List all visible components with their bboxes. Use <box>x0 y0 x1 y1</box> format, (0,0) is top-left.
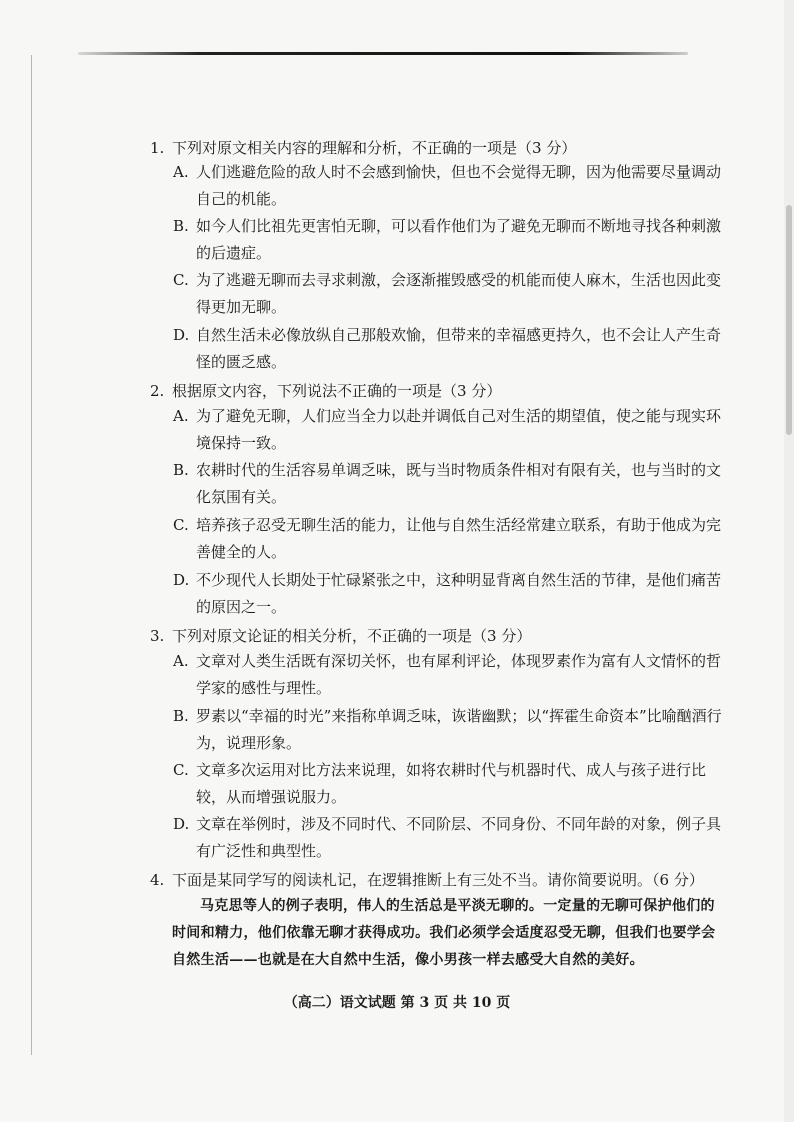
question-2-option-b <box>173 457 723 511</box>
option-text: 自然生活未必像放纵自己那般欢愉，但带来的幸福感更持久，也不会让人产生奇怪的匮乏感。 <box>196 326 722 371</box>
reading-note-passage <box>172 893 722 974</box>
question-3-option-d <box>173 811 723 865</box>
question-number: 3. <box>150 627 165 645</box>
option-letter: D. <box>173 571 190 589</box>
question-text: 根据原文内容，下列说法不正确的一项是（3 分） <box>172 382 502 400</box>
option-text: 文章多次运用对比方法来说理，如将农耕时代与机器时代、成人与孩子进行比较，从而增强说服力。 <box>196 761 707 806</box>
option-letter: D. <box>173 815 190 833</box>
option-letter: C. <box>173 761 189 779</box>
option-letter: A. <box>173 407 189 425</box>
option-text: 培养孩子忍受无聊生活的能力，让他与自然生活经常建立联系，有助于他成为完善健全的人。 <box>196 516 722 561</box>
question-text: 下列对原文相关内容的理解和分析，不正确的一项是（3 分） <box>172 139 577 157</box>
option-text: 人们逃避危险的敌人时不会感到愉快，但也不会觉得无聊，因为他需要尽量调动自己的机能。 <box>196 163 722 208</box>
question-number: 1. <box>150 139 165 157</box>
option-letter: C. <box>173 271 189 289</box>
question-2-stem <box>150 382 710 400</box>
question-2-option-a <box>173 403 723 457</box>
question-3-stem <box>150 627 710 645</box>
option-text: 农耕时代的生活容易单调乏味，既与当时物质条件相对有限有关，也与当时的文化氛围有关。 <box>196 461 722 506</box>
option-letter: D. <box>173 326 190 344</box>
option-letter: B. <box>173 217 189 235</box>
option-text: 为了逃避无聊而去寻求刺激，会逐渐摧毁感受的机能而使人麻木，生活也因此变得更加无聊。 <box>196 271 722 316</box>
question-text: 下列对原文论证的相关分析，不正确的一项是（3 分） <box>172 627 532 645</box>
vertical-scrollbar[interactable] <box>784 0 794 1122</box>
option-text: 为了避免无聊，人们应当全力以赴并调低自己对生活的期望值，使之能与现实环境保持一致。 <box>196 407 722 452</box>
option-letter: B. <box>173 461 189 479</box>
option-text: 不少现代人长期处于忙碌紧张之中，这种明显背离自然生活的节律，是他们痛苦的原因之一。 <box>196 571 722 616</box>
reading-note-text: 马克思等人的例子表明，伟人的生活总是平淡无聊的。一定量的无聊可保护他们的时间和精力，他们依靠无聊才获得成功。我们必须学会适度忍受无聊，但我们也要学会自然生活——也就是在大自然中生活，像小男孩一样去感受大自然的美好。 <box>172 898 716 968</box>
option-letter: B. <box>173 707 189 725</box>
option-text: 如今人们比祖先更害怕无聊，可以看作他们为了避免无聊而不断地寻找各种刺激的后遗症。 <box>196 217 722 262</box>
question-3-option-a <box>173 648 723 702</box>
question-1-stem <box>150 139 710 157</box>
question-number: 4. <box>150 871 165 889</box>
question-number: 2. <box>150 382 165 400</box>
option-text: 罗素以“幸福的时光”来指称单调乏味，诙谐幽默；以“挥霍生命资本”比喻酗酒行为，说理形象。 <box>196 707 722 752</box>
scrollbar-thumb[interactable] <box>786 205 792 435</box>
question-3-option-c <box>173 757 723 811</box>
question-1-option-a <box>173 159 723 213</box>
option-letter: A. <box>173 163 189 181</box>
option-letter: C. <box>173 516 189 534</box>
question-1-option-b <box>173 213 723 267</box>
option-text: 文章对人类生活既有深切关怀，也有犀利评论，体现罗素作为富有人文情怀的哲学家的感性与理性。 <box>196 652 722 697</box>
scan-page-edge <box>31 55 32 1055</box>
question-3-option-b <box>173 703 723 757</box>
scan-border-line <box>78 52 688 55</box>
question-text: 下面是某同学写的阅读札记，在逻辑推断上有三处不当。请你简要说明。（6 分） <box>172 871 704 889</box>
question-2-option-c <box>173 512 723 566</box>
option-letter: A. <box>173 652 189 670</box>
page-footer: （高二）语文试题 第 3 页 共 10 页 <box>283 995 511 1011</box>
question-4-stem <box>150 871 710 889</box>
question-1-option-d <box>173 322 723 376</box>
question-2-option-d <box>173 567 723 621</box>
option-text: 文章在举例时，涉及不同时代、不同阶层、不同身份、不同年龄的对象，例子具有广泛性和典型性。 <box>196 815 722 860</box>
question-1-option-c <box>173 267 723 321</box>
